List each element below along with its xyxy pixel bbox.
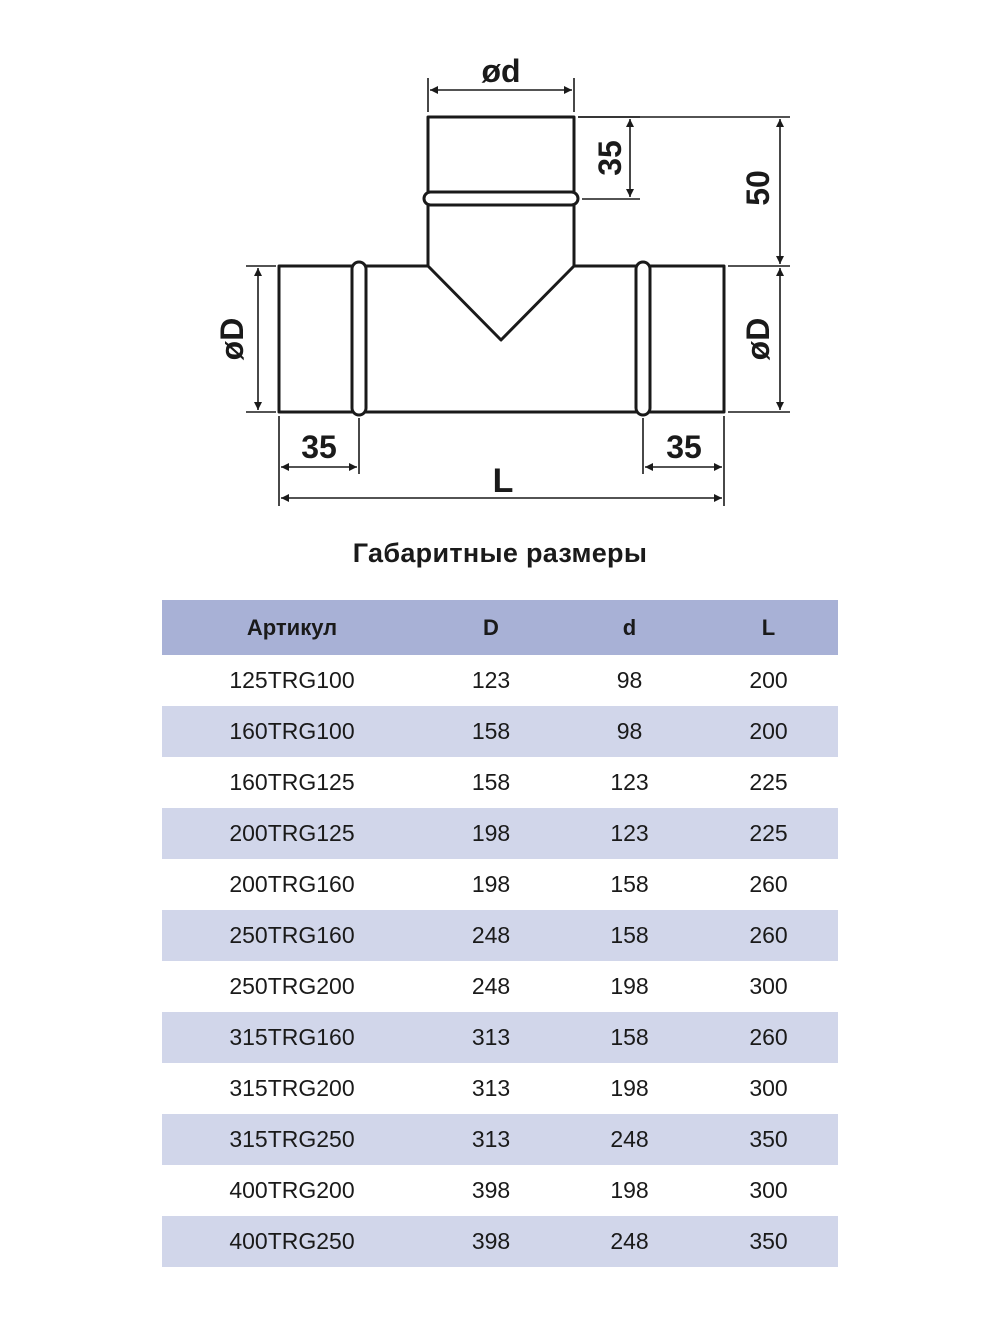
cell-L: 225 — [749, 769, 788, 795]
cell-D: 313 — [471, 1075, 511, 1101]
table-row — [162, 808, 838, 859]
cell-D: 158 — [422, 706, 560, 757]
table-row — [162, 961, 838, 1012]
cell-D: 398 — [422, 1216, 560, 1267]
header-article: Артикул — [162, 600, 422, 655]
cell-L: 260 — [749, 871, 788, 897]
cell-article: 200TRG160 — [229, 871, 355, 897]
cell-D: 248 — [422, 910, 560, 961]
cell-d: 248 — [560, 1114, 699, 1165]
dimensions-table — [162, 600, 838, 1267]
cell-article: 160TRG100 — [162, 706, 422, 757]
header-D: D — [422, 600, 560, 655]
label-main-diameter-left: øD — [214, 317, 250, 361]
table-row — [162, 706, 838, 757]
cell-article: 315TRG160 — [162, 1012, 422, 1063]
cell-d: 158 — [560, 1012, 699, 1063]
cell-d: 98 — [616, 667, 643, 693]
cell-d: 198 — [610, 1177, 649, 1203]
cell-article: 125TRG100 — [229, 667, 355, 693]
cell-article: 400TRG200 — [229, 1177, 355, 1203]
cell-d: 123 — [560, 808, 699, 859]
cell-D: 123 — [471, 667, 511, 693]
table-title: Габаритные размеры — [352, 538, 648, 568]
header-d: d — [560, 600, 699, 655]
label-branch-socket: 35 — [592, 140, 628, 176]
cell-L: 300 — [749, 973, 788, 999]
cell-L: 350 — [699, 1216, 838, 1267]
cell-article: 250TRG160 — [162, 910, 422, 961]
cell-d: 158 — [560, 910, 699, 961]
cell-L: 260 — [699, 1012, 838, 1063]
cell-article: 160TRG125 — [229, 769, 355, 795]
cell-article: 200TRG125 — [162, 808, 422, 859]
cell-D: 313 — [422, 1114, 560, 1165]
table-row — [162, 859, 838, 910]
rib-left — [352, 262, 366, 415]
cell-L: 200 — [699, 706, 838, 757]
cell-L: 300 — [749, 1075, 788, 1101]
tee-outline — [279, 117, 724, 412]
tee-drawing — [0, 0, 1000, 530]
cell-D: 398 — [471, 1177, 511, 1203]
table-row — [162, 1063, 838, 1114]
label-branch-diameter: ød — [481, 53, 521, 89]
table-row — [162, 1216, 838, 1267]
cell-D: 313 — [422, 1012, 560, 1063]
label-socket-right: 35 — [666, 429, 702, 465]
label-main-diameter-right: øD — [740, 317, 776, 361]
cell-L: 200 — [749, 667, 788, 693]
table-row — [162, 1165, 838, 1216]
cell-d: 98 — [560, 706, 699, 757]
cell-d: 158 — [610, 871, 649, 897]
cell-article: 400TRG250 — [162, 1216, 422, 1267]
cell-d: 248 — [560, 1216, 699, 1267]
cell-L: 260 — [699, 910, 838, 961]
cell-article: 250TRG200 — [229, 973, 355, 999]
cell-d: 198 — [610, 1075, 649, 1101]
cell-d: 123 — [610, 769, 649, 795]
cell-D: 198 — [471, 871, 511, 897]
cell-article: 315TRG250 — [162, 1114, 422, 1165]
table-row — [162, 1012, 838, 1063]
table-body — [162, 655, 838, 1267]
rib-right — [636, 262, 650, 415]
label-branch-height: 50 — [740, 170, 776, 206]
label-socket-left: 35 — [301, 429, 337, 465]
cell-D: 248 — [471, 973, 511, 999]
table-row — [162, 1114, 838, 1165]
label-length: L — [492, 462, 514, 500]
cell-D: 158 — [471, 769, 511, 795]
tee-ribs — [352, 192, 650, 415]
tee-branch-v — [428, 266, 574, 340]
table-row — [162, 910, 838, 961]
table-row — [162, 757, 838, 808]
table-header-row — [162, 600, 838, 655]
header-L: L — [699, 600, 838, 655]
cell-d: 198 — [610, 973, 649, 999]
cell-D: 198 — [422, 808, 560, 859]
rib-top — [424, 192, 578, 205]
cell-L: 350 — [699, 1114, 838, 1165]
table-row — [162, 655, 838, 706]
cell-L: 300 — [749, 1177, 788, 1203]
cell-L: 225 — [699, 808, 838, 859]
tee-body — [279, 117, 724, 412]
cell-article: 315TRG200 — [229, 1075, 355, 1101]
